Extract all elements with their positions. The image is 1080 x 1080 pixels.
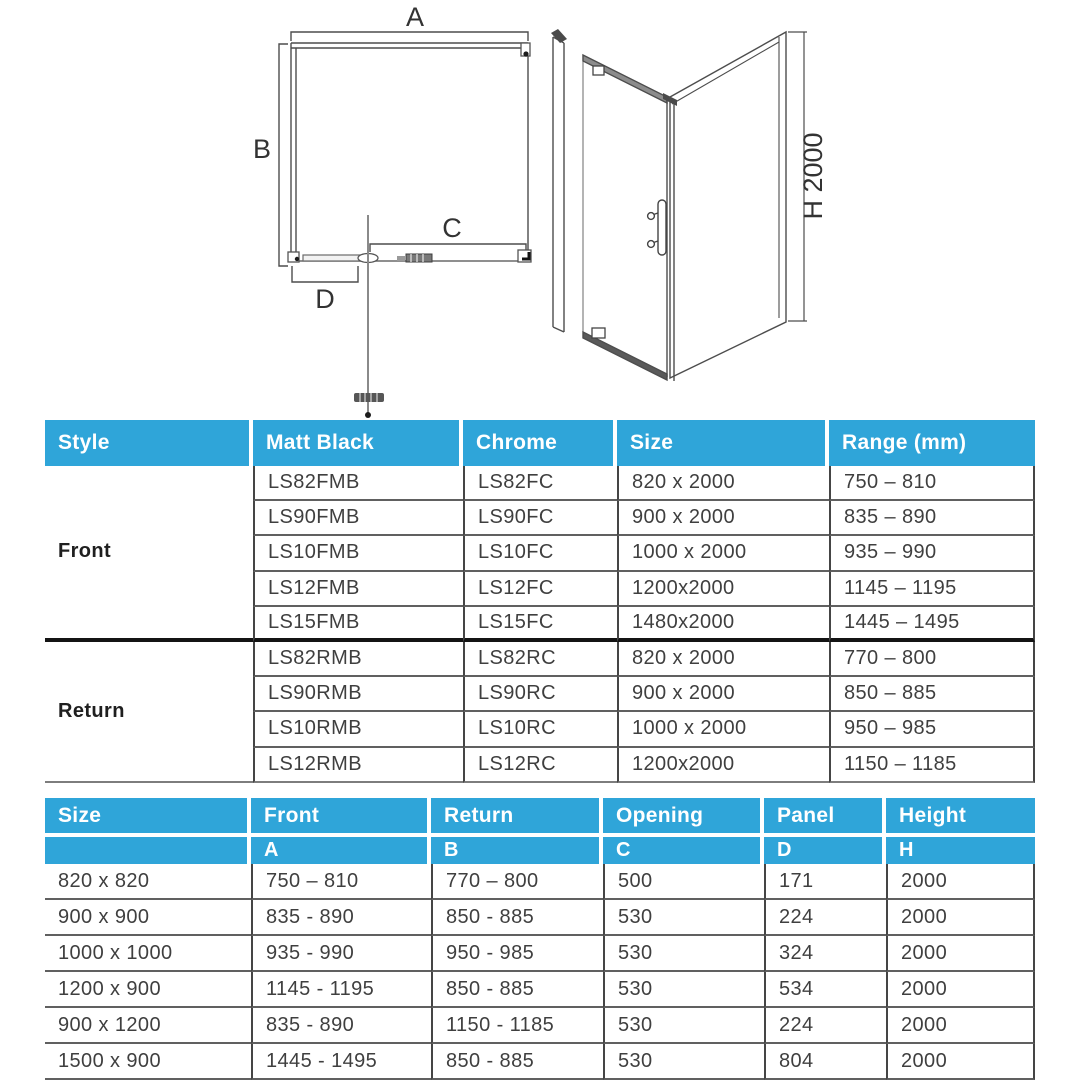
hinge-icons [592,66,605,338]
table-cell: 835 - 890 [251,900,431,936]
spec-table [45,420,1035,783]
table-cell: 530 [603,1008,764,1044]
dims-header-panel: Panel [764,798,882,833]
dimensions-table [45,798,1035,1080]
table-cell: LS12FMB [253,572,463,607]
table-cell: LS15FMB [253,607,463,642]
table-cell: 835 – 890 [829,501,1035,536]
table-cell: LS90RC [463,677,617,712]
technical-diagram [0,0,1080,420]
table-cell: 1000 x 2000 [617,536,829,571]
table-cell: 530 [603,1044,764,1080]
table-cell: 1150 - 1185 [431,1008,603,1044]
table-cell: 820 x 2000 [617,466,829,501]
table-cell: 1500 x 900 [45,1044,251,1080]
table-cell: 900 x 2000 [617,501,829,536]
table-cell: 820 x 820 [45,864,251,900]
table-cell: LS82RMB [253,642,463,677]
table-cell: 900 x 1200 [45,1008,251,1044]
dims-header-opening: Opening [603,798,760,833]
dims-subheader-c: C [603,837,760,864]
table-cell: LS82FMB [253,466,463,501]
table-cell: LS90RMB [253,677,463,712]
table-cell: 1200x2000 [617,748,829,783]
spec-header-size: Size [617,420,825,466]
door-handle [648,200,666,255]
table-cell: 324 [764,936,886,972]
table-cell: 2000 [886,1008,1035,1044]
style-group-front: Front [45,466,253,642]
table-cell: LS90FC [463,501,617,536]
table-cell: 935 - 990 [251,936,431,972]
table-cell: 820 x 2000 [617,642,829,677]
table-cell: LS82FC [463,466,617,501]
dims-subheader-b: B [431,837,599,864]
table-cell: 1145 – 1195 [829,572,1035,607]
table-cell: 2000 [886,972,1035,1008]
table-cell: 850 - 885 [431,1044,603,1080]
label-b: B [252,134,272,164]
dims-subheader-h: H [886,837,1035,864]
table-cell: 534 [764,972,886,1008]
table-cell: 835 - 890 [251,1008,431,1044]
dims-header-size: Size [45,798,247,833]
table-cell: 1445 - 1495 [251,1044,431,1080]
table-cell: LS82RC [463,642,617,677]
table-cell: 950 – 985 [829,712,1035,747]
style-group-return: Return [45,642,253,783]
label-c: C [442,213,462,243]
label-d: D [315,284,335,314]
dims-header-return: Return [431,798,599,833]
table-cell: 1445 – 1495 [829,607,1035,642]
table-cell: 804 [764,1044,886,1080]
dims-subheader-a: A [251,837,427,864]
table-cell: 850 – 885 [829,677,1035,712]
elevation-view [551,29,807,381]
spec-header-chrome: Chrome [463,420,613,466]
table-cell: LS15FC [463,607,617,642]
table-cell: 900 x 900 [45,900,251,936]
table-cell: LS12RC [463,748,617,783]
table-cell: 224 [764,1008,886,1044]
table-cell: LS10FMB [253,536,463,571]
table-cell: 500 [603,864,764,900]
table-cell: 850 - 885 [431,972,603,1008]
table-cell: LS10RC [463,712,617,747]
table-cell: 1200x2000 [617,572,829,607]
dims-subheader-d: D [764,837,882,864]
table-cell: 530 [603,936,764,972]
table-cell: 935 – 990 [829,536,1035,571]
plan-handle [354,393,384,402]
table-cell: 1200 x 900 [45,972,251,1008]
dims-subheader [45,837,247,864]
table-cell: 850 - 885 [431,900,603,936]
table-cell: 171 [764,864,886,900]
table-cell: 770 – 800 [431,864,603,900]
table-cell: LS10RMB [253,712,463,747]
label-h2000: H 2000 [798,132,828,220]
table-cell: 1150 – 1185 [829,748,1035,783]
table-cell: LS90FMB [253,501,463,536]
table-cell: LS12FC [463,572,617,607]
table-cell: 750 – 810 [251,864,431,900]
dims-header-front: Front [251,798,427,833]
label-a: A [405,2,425,32]
table-cell: 1145 - 1195 [251,972,431,1008]
table-cell: 530 [603,900,764,936]
table-cell: LS10FC [463,536,617,571]
dim-d-line [292,266,358,282]
spec-header-style: Style [45,420,249,466]
table-cell: 224 [764,900,886,936]
dim-c-line [370,244,526,252]
table-cell: 770 – 800 [829,642,1035,677]
table-cell: 2000 [886,1044,1035,1080]
table-cell: 1000 x 1000 [45,936,251,972]
dims-header-height: Height [886,798,1035,833]
table-cell: 2000 [886,864,1035,900]
spec-header-matt-black: Matt Black [253,420,459,466]
table-cell: 2000 [886,936,1035,972]
table-cell: 2000 [886,900,1035,936]
dim-a-line [291,32,528,41]
table-cell: 530 [603,972,764,1008]
table-cell: 1000 x 2000 [617,712,829,747]
spec-header-range: Range (mm) [829,420,1035,466]
table-cell: LS12RMB [253,748,463,783]
table-cell: 900 x 2000 [617,677,829,712]
table-cell: 950 - 985 [431,936,603,972]
plan-view [279,32,528,282]
table-cell: 750 – 810 [829,466,1035,501]
plan-hardware [288,43,531,418]
dim-b-line [279,44,288,266]
table-cell: 1480x2000 [617,607,829,642]
